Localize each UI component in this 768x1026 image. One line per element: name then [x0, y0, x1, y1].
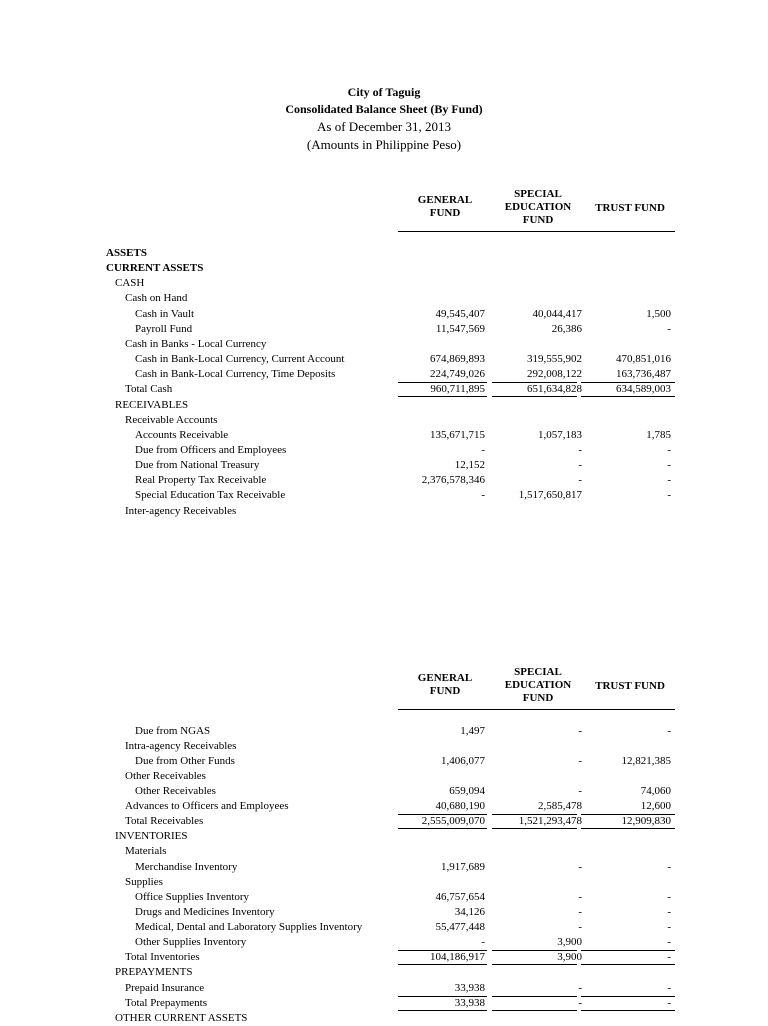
row-value-col2: - [578, 982, 582, 994]
row-value-col3: 163,736,487 [616, 368, 671, 381]
row-value-col3: 634,589,003 [616, 383, 671, 396]
row-value-col2: 319,555,902 [527, 353, 582, 366]
row-cash-in-bank-local-currency-current-account [0, 352, 768, 367]
row-label: Special Education Tax Receivable [135, 489, 286, 502]
row-value-col3: - [667, 921, 671, 933]
row-total-receivables [0, 814, 768, 829]
row-label: Prepaid Insurance [125, 982, 205, 994]
row-value-col1: 960,711,895 [430, 383, 485, 396]
row-label: Cash in Bank-Local Currency, Current Account [135, 353, 345, 366]
row-value-col3: 1,500 [646, 307, 671, 320]
row-value-col2: - [578, 891, 582, 903]
report-date: As of December 31, 2013 [317, 119, 451, 134]
row-value-col2: 1,057,183 [538, 428, 582, 441]
row-label: Advances to Officers and Employees [125, 800, 289, 812]
row-due-from-officers-and-employees [0, 443, 768, 458]
row-value-col1: 135,671,715 [430, 428, 485, 441]
row-label: Total Inventories [125, 951, 200, 963]
row-materials [0, 844, 768, 859]
row-assets [0, 246, 768, 261]
row-value-col1: 104,186,917 [430, 951, 485, 963]
row-value-col1: 46,757,654 [435, 891, 485, 903]
row-value-col2: - [578, 861, 582, 873]
row-label: CASH [115, 277, 145, 290]
row-value-col2: 2,585,478 [538, 800, 582, 812]
row-receivables [0, 398, 768, 413]
row-value-col2: - [578, 906, 582, 918]
row-special-education-tax-receivable [0, 488, 768, 503]
row-value-col1: - [481, 489, 485, 502]
row-value-col1: 2,376,578,346 [421, 474, 485, 487]
row-value-col2: 1,517,650,817 [518, 489, 582, 502]
row-value-col3: - [667, 997, 671, 1009]
row-label: Other Receivables [125, 770, 206, 782]
row-value-col3: 470,851,016 [616, 353, 671, 366]
row-value-col1: 40,680,190 [435, 800, 485, 812]
total-overline [581, 950, 675, 951]
col-header-general-fund-2: GENERAL FUND [417, 672, 473, 697]
header-rule-2 [398, 709, 675, 710]
row-office-supplies-inventory [0, 890, 768, 905]
row-merchandise-inventory [0, 860, 768, 875]
row-value-col1: - [481, 936, 485, 948]
row-label: Supplies [125, 876, 163, 888]
row-value-col3: - [667, 906, 671, 918]
row-label: ASSETS [106, 247, 147, 259]
row-value-col3: - [667, 322, 671, 335]
row-label: PREPAYMENTS [115, 966, 193, 978]
row-inter-agency-receivables [0, 504, 768, 519]
row-label: Cash in Banks - Local Currency [125, 337, 267, 350]
row-value-col1: 11,547,569 [435, 322, 485, 335]
row-value-col2: 40,044,417 [532, 307, 582, 320]
row-cash-in-banks-local-currency [0, 337, 768, 352]
report-currency: (Amounts in Philippine Peso) [306, 137, 462, 152]
row-label: Payroll Fund [135, 322, 193, 335]
row-label: Due from Other Funds [135, 755, 235, 767]
row-other-supplies-inventory [0, 935, 768, 950]
row-receivable-accounts [0, 413, 768, 428]
row-value-col3: 12,600 [640, 800, 671, 812]
row-label: Total Prepayments [125, 997, 208, 1009]
row-label: Due from Officers and Employees [135, 443, 287, 456]
row-value-col1: 1,497 [460, 725, 485, 737]
row-label: Due from National Treasury [135, 459, 260, 472]
row-value-col2: - [578, 725, 582, 737]
report-title: Consolidated Balance Sheet (By Fund) [285, 102, 483, 116]
row-value-col2: - [578, 474, 582, 487]
row-other-receivables [0, 784, 768, 799]
row-due-from-other-funds [0, 754, 768, 769]
row-value-col3: - [667, 474, 671, 487]
header-rule [398, 231, 675, 232]
col-header-general-fund: GENERAL FUND [417, 194, 473, 219]
row-cash-in-bank-local-currency-time-deposits [0, 367, 768, 382]
col-header-trust-fund: TRUST FUND [595, 202, 665, 214]
row-medical-dental-and-laboratory-supplies-inventory [0, 920, 768, 935]
row-current-assets [0, 261, 768, 276]
row-value-col2: - [578, 785, 582, 797]
row-due-from-ngas [0, 724, 768, 739]
row-label: RECEIVABLES [115, 398, 189, 411]
row-value-col3: - [667, 982, 671, 994]
total-overline [581, 382, 675, 383]
row-value-col2: 1,521,293,478 [518, 815, 582, 827]
row-value-col2: 26,386 [551, 322, 582, 335]
total-overline [492, 814, 577, 815]
row-value-col1: 2,555,009,070 [421, 815, 485, 827]
row-value-col1: 34,126 [454, 906, 485, 918]
row-value-col3: 1,785 [646, 428, 671, 441]
row-label: Other Supplies Inventory [135, 936, 247, 948]
row-accounts-receivable [0, 428, 768, 443]
row-label: Cash on Hand [125, 292, 188, 305]
row-value-col1: 33,938 [454, 982, 485, 994]
row-value-col1: 659,094 [449, 785, 485, 797]
row-value-col1: 49,545,407 [435, 307, 485, 320]
row-total-cash [0, 382, 768, 397]
row-value-col3: - [667, 951, 671, 963]
row-value-col3: - [667, 725, 671, 737]
row-label: Receivable Accounts [125, 413, 218, 426]
row-value-col1: - [481, 443, 485, 456]
row-value-col1: 33,938 [454, 997, 485, 1009]
row-label: Other Receivables [135, 785, 216, 797]
row-label: Intra-agency Receivables [125, 740, 237, 752]
row-value-col3: - [667, 861, 671, 873]
row-value-col2: - [578, 459, 582, 472]
total-overline [492, 382, 577, 383]
row-value-col1: 1,406,077 [441, 755, 485, 767]
row-value-col2: 292,008,122 [527, 368, 582, 381]
row-advances-to-officers-and-employees [0, 799, 768, 814]
row-label: Drugs and Medicines Inventory [135, 906, 275, 918]
row-label: Accounts Receivable [135, 428, 229, 441]
row-value-col2: 651,634,828 [527, 383, 582, 396]
row-drugs-and-medicines-inventory [0, 905, 768, 920]
row-value-col3: 12,909,830 [621, 815, 671, 827]
row-value-col3: - [667, 489, 671, 502]
row-other-receivables [0, 769, 768, 784]
row-total-prepayments [0, 996, 768, 1011]
row-value-col2: 3,900 [557, 951, 582, 963]
row-label: Medical, Dental and Laboratory Supplies Inventory [135, 921, 363, 933]
row-payroll-fund [0, 322, 768, 337]
row-prepayments [0, 965, 768, 980]
row-cash [0, 276, 768, 291]
row-label: Office Supplies Inventory [135, 891, 250, 903]
total-overline [581, 814, 675, 815]
row-value-col3: - [667, 459, 671, 472]
row-label: Materials [125, 845, 167, 857]
row-due-from-national-treasury [0, 458, 768, 473]
total-overline [398, 950, 487, 951]
row-cash-in-vault [0, 307, 768, 322]
row-label: Real Property Tax Receivable [135, 474, 267, 487]
row-label: Inter-agency Receivables [125, 504, 237, 517]
row-value-col1: 224,749,026 [430, 368, 485, 381]
row-value-col2: - [578, 443, 582, 456]
row-value-col3: - [667, 936, 671, 948]
row-supplies [0, 875, 768, 890]
row-label: CURRENT ASSETS [106, 262, 204, 275]
total-overline [581, 996, 675, 997]
row-value-col2: - [578, 921, 582, 933]
total-overline [492, 950, 577, 951]
entity-name: City of Taguig [347, 85, 421, 99]
row-prepaid-insurance [0, 981, 768, 996]
row-value-col3: - [667, 443, 671, 456]
col-header-trust-fund-2: TRUST FUND [595, 680, 665, 692]
col-header-sef: SPECIAL EDUCATION FUND [504, 188, 572, 226]
total-overline [398, 382, 487, 383]
row-label: Due from NGAS [135, 725, 211, 737]
row-value-col3: - [667, 891, 671, 903]
row-value-col3: 74,060 [640, 785, 671, 797]
total-overline [398, 814, 487, 815]
row-value-col1: 1,917,689 [441, 861, 485, 873]
row-value-col1: 12,152 [454, 459, 485, 472]
row-real-property-tax-receivable [0, 473, 768, 488]
row-value-col2: - [578, 997, 582, 1009]
row-value-col2: - [578, 755, 582, 767]
row-value-col1: 55,477,448 [435, 921, 485, 933]
row-intra-agency-receivables [0, 739, 768, 754]
total-overline [398, 996, 487, 997]
row-value-col3: 12,821,385 [621, 755, 671, 767]
col-header-sef-2: SPECIAL EDUCATION FUND [504, 666, 572, 704]
row-label: Total Cash [125, 383, 173, 396]
row-cash-on-hand [0, 291, 768, 306]
row-label: Merchandise Inventory [135, 861, 238, 873]
row-inventories [0, 829, 768, 844]
row-value-col1: 674,869,893 [430, 353, 485, 366]
row-label: Total Receivables [125, 815, 204, 827]
row-label: OTHER CURRENT ASSETS [115, 1012, 248, 1024]
row-label: Cash in Bank-Local Currency, Time Deposits [135, 368, 336, 381]
row-value-col2: 3,900 [557, 936, 582, 948]
row-label: Cash in Vault [135, 307, 195, 320]
row-label: INVENTORIES [115, 830, 188, 842]
total-overline [492, 996, 577, 997]
row-total-inventories [0, 950, 768, 965]
